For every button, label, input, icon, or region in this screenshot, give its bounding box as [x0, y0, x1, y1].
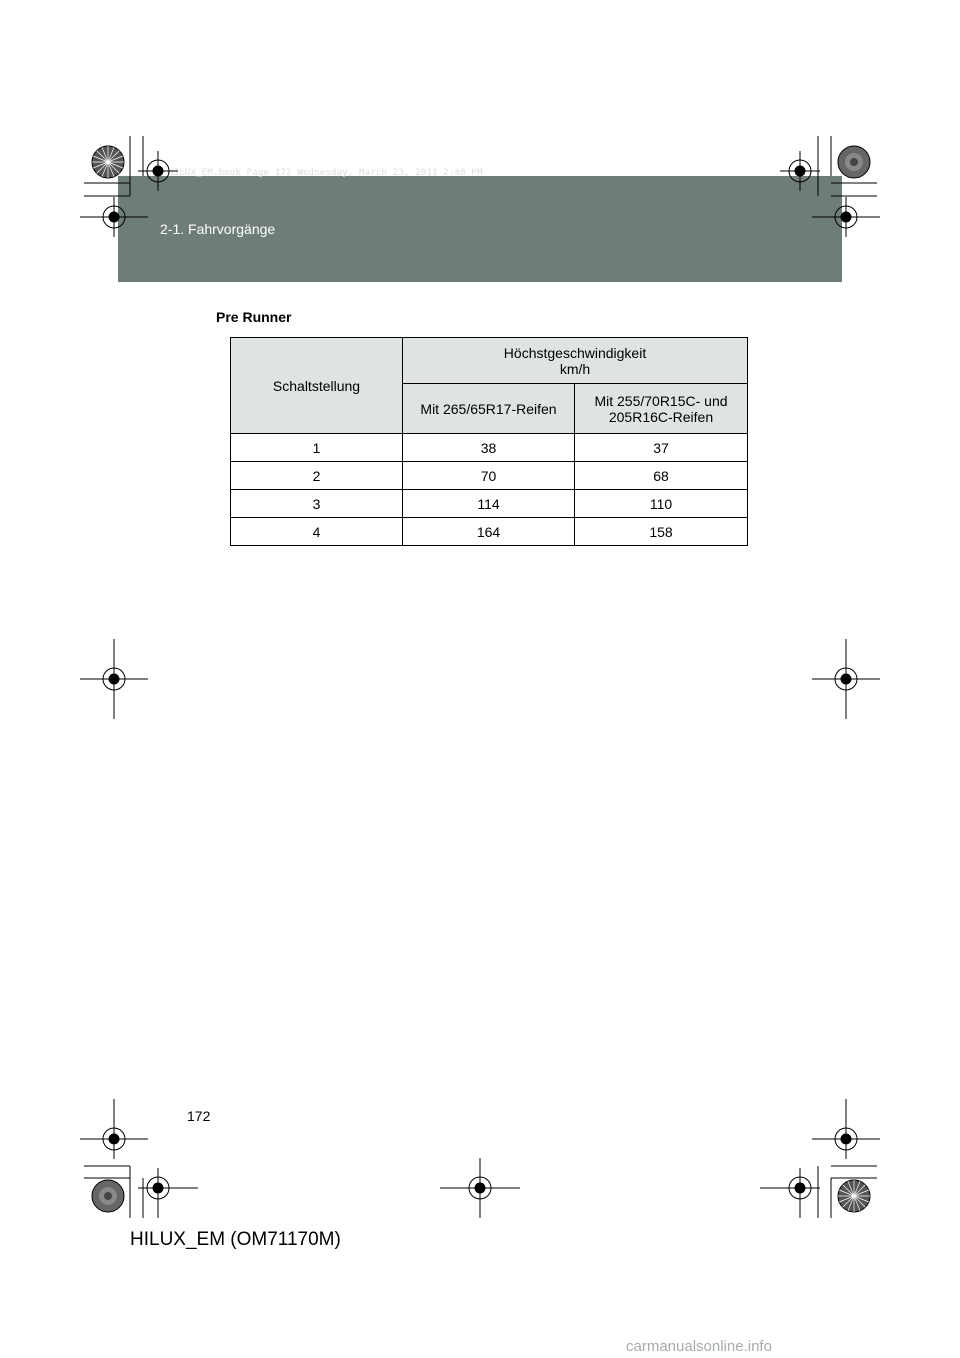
table-row — [231, 434, 748, 462]
cell-speed-b: 68 — [575, 462, 748, 490]
cell-speed-b: 110 — [575, 490, 748, 518]
table-row — [231, 490, 748, 518]
subheader-line-1: Mit 255/70R15C- und — [594, 392, 728, 409]
cell-gear: 1 — [231, 434, 403, 462]
cell-speed-a: 164 — [403, 518, 575, 546]
cell-speed-b: 158 — [575, 518, 748, 546]
table-row — [231, 462, 748, 490]
header-max-speed-unit: km/h — [559, 360, 591, 377]
print-stamp: HILUX_EM.book Page 172 Wednesday, March 23, 2011 2:48 PM — [168, 168, 483, 178]
cell-gear: 3 — [231, 490, 403, 518]
starburst-marks — [92, 146, 870, 1212]
table-title: Pre Runner — [216, 309, 292, 325]
subheader-255-205-tires — [575, 384, 748, 434]
manual-code: HILUX_EM (OM71170M) — [130, 1229, 341, 1250]
section-label: 2-1. Fahrvorgänge — [160, 221, 276, 237]
cell-speed-b: 37 — [575, 434, 748, 462]
subheader-265-tires: Mit 265/65R17-Reifen — [403, 384, 575, 434]
header-max-speed — [403, 338, 748, 384]
cell-gear: 2 — [231, 462, 403, 490]
subheader-line-2: 205R16C-Reifen — [608, 408, 714, 425]
max-speed-table — [230, 337, 748, 546]
header-gear: Schaltstellung — [231, 338, 403, 434]
page-number: 172 — [187, 1108, 211, 1124]
table-row — [231, 518, 748, 546]
cell-speed-a: 38 — [403, 434, 575, 462]
watermark: carmanualsonline.info — [626, 1338, 772, 1355]
cell-speed-a: 70 — [403, 462, 575, 490]
header-max-speed-label: Höchstgeschwindigkeit — [503, 344, 647, 361]
cell-speed-a: 114 — [403, 490, 575, 518]
cell-gear: 4 — [231, 518, 403, 546]
